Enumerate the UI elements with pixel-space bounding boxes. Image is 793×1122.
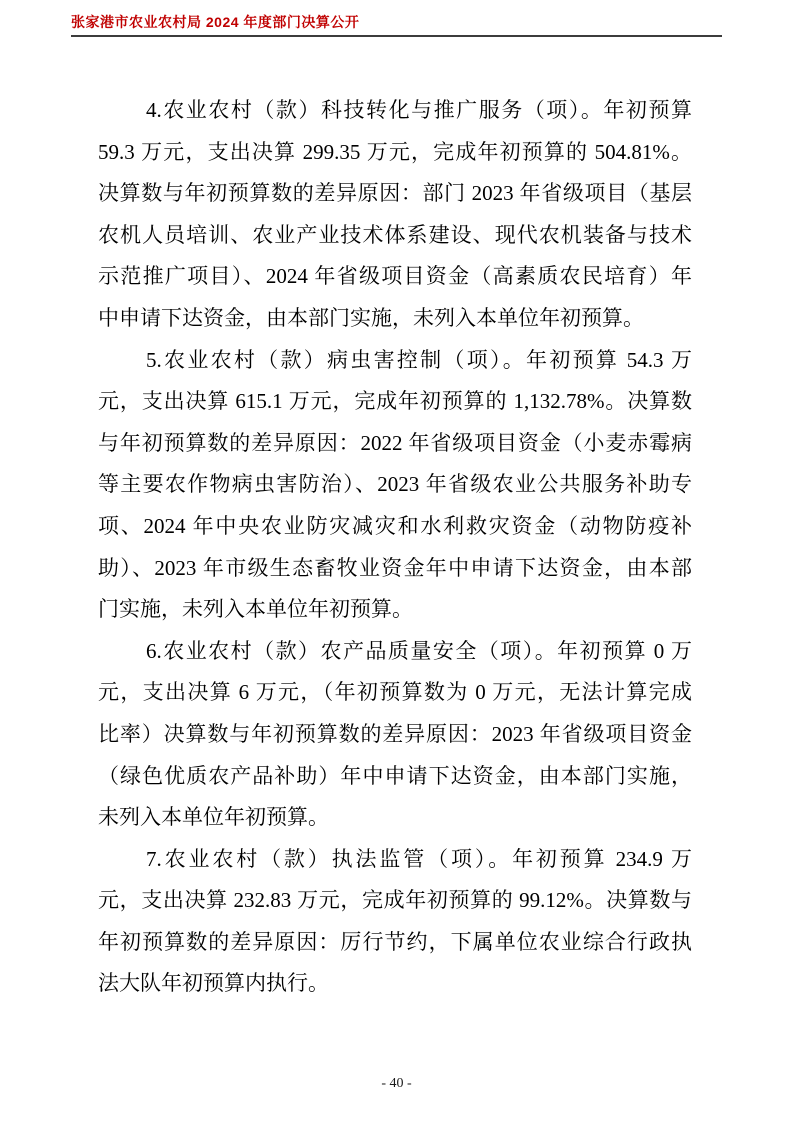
text-line: 门实施，未列入本单位年初预算。 xyxy=(98,597,413,622)
page-header xyxy=(71,12,722,37)
text-line: 年初预算数的差异原因：厉行节约，下属单位农业综合行政执 xyxy=(98,929,692,954)
text-line: 6.农业农村（款）农产品质量安全（项）。年初预算 0 万 xyxy=(146,638,692,663)
text-line: 与年初预算数的差异原因：2022 年省级项目资金（小麦赤霉病 xyxy=(98,430,692,455)
text-line: 元，支出决算 6 万元，（年初预算数为 0 万元，无法计算完成 xyxy=(98,680,692,705)
text-line: 中申请下达资金，由本部门实施，未列入本单位年初预算。 xyxy=(98,305,644,330)
text-line: 决算数与年初预算数的差异原因：部门 2023 年省级项目（基层 xyxy=(98,181,692,206)
text-line: 项、2024 年中央农业防灾减灾和水利救灾资金（动物防疫补 xyxy=(98,513,692,538)
text-line: 5.农业农村（款）病虫害控制（项）。年初预算 54.3 万 xyxy=(146,347,692,372)
text-line: 59.3 万元，支出决算 299.35 万元，完成年初预算的 504.81%。 xyxy=(98,139,692,164)
text-line: 比率）决算数与年初预算数的差异原因：2023 年省级项目资金 xyxy=(98,721,692,746)
text-line: 农机人员培训、农业产业技术体系建设、现代农机装备与技术 xyxy=(98,222,692,247)
text-line: 未列入本单位年初预算。 xyxy=(98,805,329,830)
text-line: 7.农业农村（款）执法监管（项）。年初预算 234.9 万 xyxy=(146,846,692,871)
page-number: - 40 - xyxy=(381,1076,412,1091)
header-rule-divider xyxy=(71,35,722,37)
text-line: 等主要农作物病虫害防治）、2023 年省级农业公共服务补助专 xyxy=(98,472,692,497)
text-line: 元，支出决算 615.1 万元，完成年初预算的 1,132.78%。决算数 xyxy=(98,389,692,414)
text-line: 示范推广项目）、2024 年省级项目资金（高素质农民培育）年 xyxy=(98,264,692,289)
text-line: 4.农业农村（款）科技转化与推广服务（项）。年初预算 xyxy=(146,98,692,122)
text-line: （绿色优质农产品补助）年中申请下达资金，由本部门实施， xyxy=(98,763,692,788)
text-line: 元，支出决算 232.83 万元，完成年初预算的 99.12%。决算数与 xyxy=(98,888,692,913)
document-body xyxy=(98,90,692,1005)
page-footer xyxy=(0,1074,793,1094)
header-title: 张家港市农业农村局 2024 年度部门决算公开 xyxy=(71,14,360,30)
text-line: 法大队年初预算内执行。 xyxy=(98,971,329,996)
text-line: 助）、2023 年市级生态畜牧业资金年中申请下达资金，由本部 xyxy=(98,555,692,580)
